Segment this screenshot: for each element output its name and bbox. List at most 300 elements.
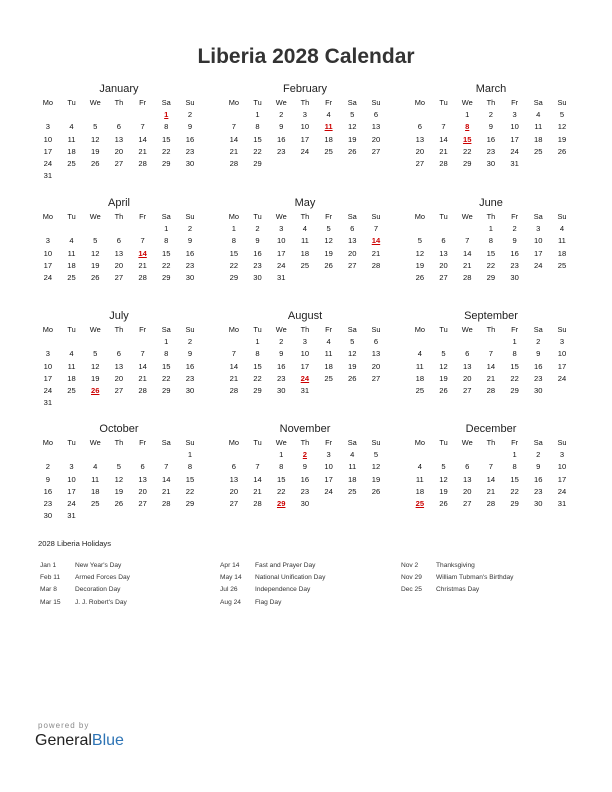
holiday-name: Armed Forces Day <box>75 574 130 582</box>
holiday-day: 24 <box>300 373 310 383</box>
day: 6 <box>116 349 122 359</box>
month-name: December <box>465 423 517 435</box>
month-february <box>222 82 388 170</box>
day: 18 <box>67 260 76 270</box>
day: 11 <box>415 474 424 484</box>
day: 23 <box>185 146 195 156</box>
day: 7 <box>140 122 145 132</box>
day: 27 <box>439 272 448 282</box>
day: 11 <box>324 349 333 359</box>
day: 4 <box>417 349 422 359</box>
weekday-label: Tu <box>67 212 76 221</box>
month-name: September <box>464 310 518 322</box>
weekday-label: Fr <box>325 98 333 107</box>
day: 19 <box>348 134 357 144</box>
day: 20 <box>114 146 124 156</box>
day: 12 <box>90 248 100 258</box>
page-title: Liberia 2028 Calendar <box>197 45 415 68</box>
day: 3 <box>326 450 331 460</box>
day: 21 <box>138 146 147 156</box>
day: 6 <box>417 122 422 132</box>
day: 5 <box>441 349 446 359</box>
holiday-day: 8 <box>465 122 470 132</box>
holiday-row <box>401 572 513 584</box>
day: 22 <box>253 146 262 156</box>
day: 9 <box>512 236 517 246</box>
weekday-label: Su <box>371 325 381 334</box>
day: 1 <box>255 337 260 347</box>
day: 26 <box>324 260 333 270</box>
day: 19 <box>90 260 100 270</box>
day: 17 <box>43 260 53 270</box>
weekday-label: Fr <box>511 438 519 447</box>
holiday-day: 14 <box>138 248 147 258</box>
holiday-date: Dec 25 <box>401 586 422 594</box>
day: 2 <box>45 462 50 472</box>
day: 10 <box>67 474 76 484</box>
holiday-column <box>401 560 513 597</box>
weekday-label: We <box>461 98 473 107</box>
day: 11 <box>534 122 543 132</box>
day: 1 <box>512 450 517 460</box>
weekday-label: Fr <box>139 438 147 447</box>
day: 12 <box>324 236 333 246</box>
weekday-label: Fr <box>139 212 147 221</box>
day: 19 <box>439 486 448 496</box>
weekday-label: Sa <box>533 98 543 107</box>
day: 23 <box>300 486 310 496</box>
day: 16 <box>276 134 286 144</box>
day: 13 <box>138 474 147 484</box>
month-october <box>36 422 202 522</box>
day: 9 <box>45 474 50 484</box>
weekday-label: Fr <box>325 212 333 221</box>
day: 21 <box>462 260 472 270</box>
day: 10 <box>276 236 286 246</box>
day: 28 <box>462 272 472 282</box>
day: 19 <box>371 474 381 484</box>
day: 24 <box>43 385 53 395</box>
weekday-label: Su <box>185 438 195 447</box>
empty-day <box>479 336 503 348</box>
day: 23 <box>510 260 519 270</box>
weekday-label: Su <box>557 438 567 447</box>
day: 18 <box>324 134 333 144</box>
day: 20 <box>439 260 448 270</box>
day: 17 <box>324 474 333 484</box>
empty-day <box>60 223 84 235</box>
weekday-label: Mo <box>42 212 53 221</box>
day: 12 <box>90 134 100 144</box>
weekday-label: Sa <box>161 98 171 107</box>
empty-day <box>455 223 479 235</box>
weekday-label: We <box>89 438 101 447</box>
holiday-day: 1 <box>164 110 169 120</box>
day: 1 <box>279 450 284 460</box>
holiday-column <box>40 560 130 609</box>
holiday-name: William Tubman's Birthday <box>436 574 514 582</box>
day: 25 <box>415 385 425 395</box>
day: 2 <box>536 450 541 460</box>
holiday-date: Nov 29 <box>401 574 422 582</box>
holiday-name: J. J. Robert's Day <box>75 598 127 606</box>
weekday-label: Fr <box>511 212 519 221</box>
day: 30 <box>510 272 519 282</box>
day: 23 <box>185 373 195 383</box>
day: 22 <box>276 486 286 496</box>
day: 29 <box>229 272 239 282</box>
day: 17 <box>510 134 519 144</box>
day: 5 <box>116 462 122 472</box>
day: 3 <box>302 110 308 120</box>
empty-day <box>107 336 131 348</box>
day: 2 <box>187 110 193 120</box>
day: 27 <box>114 385 124 395</box>
generalblue-logo[interactable] <box>35 732 124 750</box>
weekday-label: Th <box>300 325 310 334</box>
day: 2 <box>488 110 494 120</box>
day: 23 <box>486 146 496 156</box>
day: 9 <box>279 122 284 132</box>
day: 9 <box>187 349 193 359</box>
weekday-label: Th <box>114 325 124 334</box>
day: 22 <box>229 260 239 270</box>
holiday-row <box>401 560 513 572</box>
day: 15 <box>162 248 171 258</box>
day: 16 <box>185 361 195 371</box>
weekday-label: Sa <box>533 212 543 221</box>
month-january <box>36 82 202 182</box>
day: 1 <box>512 337 517 347</box>
day: 10 <box>43 248 53 258</box>
empty-day <box>83 336 107 348</box>
day: 2 <box>187 337 193 347</box>
day: 26 <box>90 158 100 168</box>
weekday-label: Fr <box>139 98 147 107</box>
day: 30 <box>185 158 195 168</box>
day: 23 <box>276 146 286 156</box>
day: 8 <box>512 462 517 472</box>
empty-day <box>83 449 107 461</box>
day: 18 <box>67 373 76 383</box>
holiday-name: New Year's Day <box>75 562 122 569</box>
empty-day <box>432 336 456 348</box>
weekday-label: Th <box>486 98 496 107</box>
day: 30 <box>486 158 496 168</box>
day: 21 <box>138 373 147 383</box>
weekday-label: Tu <box>253 212 262 221</box>
day: 19 <box>439 373 448 383</box>
weekday-label: We <box>89 98 101 107</box>
day: 17 <box>43 146 53 156</box>
empty-day <box>408 449 432 461</box>
day: 16 <box>185 134 195 144</box>
day: 25 <box>67 158 76 168</box>
weekday-label: Mo <box>42 438 53 447</box>
day: 21 <box>162 486 171 496</box>
holiday-date: Apr 14 <box>220 562 240 569</box>
day: 14 <box>439 134 448 144</box>
day: 2 <box>279 337 284 347</box>
day: 29 <box>253 385 262 395</box>
brand-general: General <box>35 732 92 749</box>
day: 5 <box>559 110 565 120</box>
day: 15 <box>185 474 195 484</box>
day: 31 <box>510 158 519 168</box>
empty-day <box>432 223 456 235</box>
day: 16 <box>276 361 286 371</box>
day: 21 <box>138 260 147 270</box>
day: 26 <box>439 385 448 395</box>
day: 1 <box>164 337 169 347</box>
day: 20 <box>114 373 124 383</box>
holiday-date: Nov 2 <box>401 562 419 569</box>
weekday-label: We <box>275 438 287 447</box>
day: 4 <box>326 110 331 120</box>
day: 8 <box>512 349 517 359</box>
weekday-label: Su <box>557 325 567 334</box>
day: 30 <box>185 385 195 395</box>
day: 10 <box>557 462 567 472</box>
day: 24 <box>534 260 543 270</box>
weekday-label: Tu <box>253 438 262 447</box>
day: 15 <box>253 134 262 144</box>
day: 29 <box>162 158 171 168</box>
weekday-label: Sa <box>161 438 171 447</box>
day: 7 <box>164 462 169 472</box>
empty-day <box>36 336 60 348</box>
weekday-label: We <box>89 212 101 221</box>
weekday-label: We <box>275 325 287 334</box>
day: 12 <box>439 361 448 371</box>
day: 8 <box>279 462 284 472</box>
day: 1 <box>231 224 236 234</box>
day: 20 <box>138 486 147 496</box>
day: 20 <box>114 260 124 270</box>
day: 28 <box>486 498 496 508</box>
weekday-label: Mo <box>228 98 239 107</box>
day: 9 <box>488 122 494 132</box>
day: 3 <box>45 236 50 246</box>
day: 20 <box>371 361 381 371</box>
day: 26 <box>90 272 100 282</box>
day: 14 <box>462 248 472 258</box>
day: 28 <box>138 158 147 168</box>
day: 14 <box>486 474 496 484</box>
day: 8 <box>164 122 169 132</box>
day: 18 <box>67 146 76 156</box>
day: 8 <box>255 122 260 132</box>
weekday-label: We <box>275 212 287 221</box>
day: 15 <box>229 248 239 258</box>
day: 11 <box>67 361 76 371</box>
day: 9 <box>302 462 308 472</box>
day: 23 <box>534 486 543 496</box>
weekday-label: Th <box>300 438 310 447</box>
day: 30 <box>534 498 543 508</box>
day: 16 <box>534 474 543 484</box>
day: 2 <box>255 224 260 234</box>
day: 17 <box>534 248 543 258</box>
day: 6 <box>441 236 446 246</box>
weekday-label: We <box>461 438 473 447</box>
day: 22 <box>185 486 195 496</box>
day: 4 <box>350 450 355 460</box>
empty-day <box>154 449 178 461</box>
day: 31 <box>300 385 310 395</box>
day: 17 <box>276 248 286 258</box>
day: 19 <box>415 260 425 270</box>
day: 28 <box>371 260 381 270</box>
holiday-row <box>220 597 325 609</box>
day: 17 <box>43 373 53 383</box>
day: 3 <box>69 462 74 472</box>
weekday-label: Th <box>114 212 124 221</box>
day: 20 <box>415 146 425 156</box>
day: 29 <box>510 498 519 508</box>
holiday-name: Christmas Day <box>436 586 480 594</box>
day: 4 <box>69 122 74 132</box>
month-april <box>36 196 202 284</box>
day: 12 <box>348 349 357 359</box>
weekday-label: Tu <box>253 325 262 334</box>
day: 15 <box>510 361 519 371</box>
day: 2 <box>536 337 541 347</box>
day: 28 <box>229 385 239 395</box>
holiday-row <box>40 572 130 584</box>
day: 14 <box>486 361 496 371</box>
empty-day <box>455 449 479 461</box>
day: 20 <box>348 248 357 258</box>
weekday-label: We <box>461 325 473 334</box>
day: 8 <box>164 236 169 246</box>
day: 30 <box>43 511 53 521</box>
weekday-label: Fr <box>139 325 147 334</box>
day: 9 <box>536 349 541 359</box>
empty-day <box>83 223 107 235</box>
weekday-label: Fr <box>325 325 333 334</box>
brand-blue: Blue <box>91 732 124 749</box>
empty-day <box>83 109 107 121</box>
month-september <box>408 309 574 397</box>
empty-day <box>60 449 84 461</box>
empty-day <box>131 223 155 235</box>
month-name: January <box>99 83 139 95</box>
day: 11 <box>558 236 566 246</box>
day: 21 <box>439 146 448 156</box>
weekday-label: Mo <box>414 98 425 107</box>
day: 9 <box>536 462 541 472</box>
day: 7 <box>255 462 260 472</box>
empty-day <box>479 449 503 461</box>
day: 21 <box>371 248 381 258</box>
day: 24 <box>324 486 333 496</box>
day: 30 <box>185 272 195 282</box>
day: 17 <box>67 486 76 496</box>
day: 23 <box>276 373 286 383</box>
day: 17 <box>557 361 567 371</box>
holiday-date: Aug 24 <box>220 598 241 606</box>
holiday-name: Thanksgiving <box>436 562 475 569</box>
weekday-label: Th <box>486 325 496 334</box>
day: 29 <box>162 385 171 395</box>
weekday-label: Su <box>371 438 381 447</box>
day: 6 <box>373 337 379 347</box>
month-name: October <box>99 423 139 435</box>
holidays-title: 2028 Liberia Holidays <box>38 539 112 548</box>
day: 6 <box>231 462 236 472</box>
day: 19 <box>557 134 567 144</box>
day: 31 <box>43 171 53 181</box>
day: 2 <box>279 110 284 120</box>
day: 19 <box>114 486 124 496</box>
weekday-label: Sa <box>347 98 357 107</box>
day: 22 <box>510 486 519 496</box>
day: 9 <box>279 349 284 359</box>
day: 2 <box>512 224 517 234</box>
day: 20 <box>229 486 239 496</box>
empty-day <box>432 109 456 121</box>
day: 26 <box>439 498 448 508</box>
empty-day <box>36 109 60 121</box>
day: 14 <box>138 361 147 371</box>
day: 9 <box>187 236 193 246</box>
day: 18 <box>348 474 357 484</box>
month-name: May <box>294 197 316 209</box>
month-august <box>222 309 388 397</box>
weekday-label: We <box>275 98 287 107</box>
weekday-label: Mo <box>414 212 425 221</box>
day: 26 <box>557 146 567 156</box>
day: 27 <box>138 498 147 508</box>
month-name: March <box>475 83 507 95</box>
day: 15 <box>162 361 171 371</box>
holiday-date: May 14 <box>220 574 242 582</box>
day: 13 <box>371 349 381 359</box>
holiday-day: 25 <box>415 498 425 508</box>
day: 15 <box>162 134 171 144</box>
weekday-label: Su <box>557 212 567 221</box>
holiday-name: Independence Day <box>255 586 311 594</box>
day: 18 <box>415 486 425 496</box>
powered-by-text: powered by <box>38 721 90 730</box>
day: 25 <box>90 498 100 508</box>
day: 25 <box>348 486 357 496</box>
day: 24 <box>557 373 567 383</box>
day: 22 <box>162 260 171 270</box>
day: 4 <box>69 236 74 246</box>
day: 11 <box>300 236 309 246</box>
day: 3 <box>559 337 565 347</box>
day: 12 <box>90 361 100 371</box>
weekday-label: Su <box>371 212 381 221</box>
empty-day <box>60 336 84 348</box>
day: 9 <box>187 122 193 132</box>
day: 6 <box>465 462 470 472</box>
day: 18 <box>324 361 333 371</box>
day: 7 <box>140 349 145 359</box>
day: 28 <box>138 385 147 395</box>
weekday-label: Mo <box>42 325 53 334</box>
empty-day <box>107 109 131 121</box>
day: 5 <box>350 110 355 120</box>
day: 27 <box>415 158 425 168</box>
holiday-row <box>220 560 325 572</box>
holiday-name: National Unification Day <box>255 574 326 582</box>
day: 24 <box>43 158 53 168</box>
day: 11 <box>348 462 357 472</box>
weekday-label: Th <box>300 98 310 107</box>
